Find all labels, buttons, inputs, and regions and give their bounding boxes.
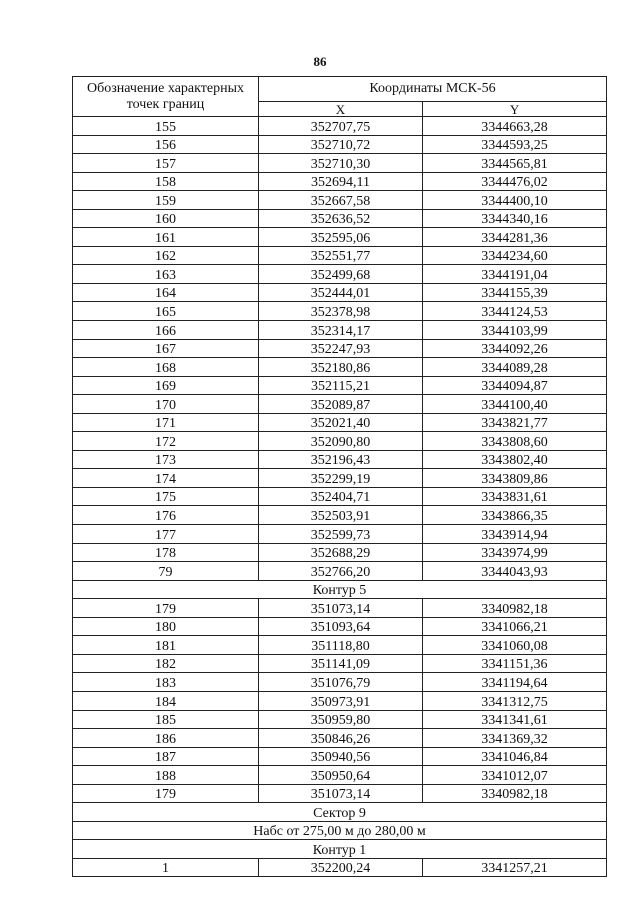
y-coordinate-cell: 3344476,02 <box>423 172 607 191</box>
y-coordinate-cell: 3341369,32 <box>423 729 607 748</box>
table-row <box>73 858 607 877</box>
point-id-cell: 173 <box>73 450 259 469</box>
point-id-cell: 161 <box>73 228 259 247</box>
section-label: Набс от 275,00 м до 280,00 м <box>73 821 607 840</box>
y-coordinate-cell: 3340982,18 <box>423 599 607 618</box>
y-coordinate-cell: 3341194,64 <box>423 673 607 692</box>
y-coordinate-cell: 3343831,61 <box>423 487 607 506</box>
y-coordinate-cell: 3343866,35 <box>423 506 607 525</box>
x-coordinate-cell: 350846,26 <box>259 729 423 748</box>
y-coordinate-cell: 3344043,93 <box>423 562 607 581</box>
y-coordinate-cell: 3343914,94 <box>423 525 607 544</box>
x-coordinate-cell: 352694,11 <box>259 172 423 191</box>
y-coordinate-cell: 3343808,60 <box>423 432 607 451</box>
x-coordinate-cell: 351141,09 <box>259 654 423 673</box>
table-row <box>73 543 607 562</box>
table-row <box>73 432 607 451</box>
point-id-cell: 181 <box>73 636 259 655</box>
x-coordinate-cell: 352766,20 <box>259 562 423 581</box>
table-row <box>73 784 607 803</box>
point-id-cell: 168 <box>73 358 259 377</box>
x-coordinate-cell: 351073,14 <box>259 784 423 803</box>
x-coordinate-cell: 352314,17 <box>259 321 423 340</box>
table-row <box>73 191 607 210</box>
x-coordinate-cell: 352551,77 <box>259 246 423 265</box>
table-row <box>73 450 607 469</box>
y-coordinate-cell: 3344155,39 <box>423 283 607 302</box>
point-id-cell: 165 <box>73 302 259 321</box>
x-coordinate-cell: 352595,06 <box>259 228 423 247</box>
y-coordinate-cell: 3344234,60 <box>423 246 607 265</box>
y-coordinate-cell: 3344400,10 <box>423 191 607 210</box>
point-id-cell: 79 <box>73 562 259 581</box>
y-coordinate-cell: 3344281,36 <box>423 228 607 247</box>
table-body <box>73 117 607 877</box>
point-id-cell: 182 <box>73 654 259 673</box>
table-row <box>73 228 607 247</box>
y-coordinate-cell: 3341151,36 <box>423 654 607 673</box>
x-coordinate-cell: 350940,56 <box>259 747 423 766</box>
x-coordinate-cell: 352688,29 <box>259 543 423 562</box>
table-row <box>73 654 607 673</box>
section-label: Контур 1 <box>73 840 607 859</box>
y-coordinate-cell: 3344340,16 <box>423 209 607 228</box>
table-row <box>73 617 607 636</box>
x-coordinate-cell: 352090,80 <box>259 432 423 451</box>
table-row <box>73 339 607 358</box>
x-coordinate-cell: 352707,75 <box>259 117 423 136</box>
section-label: Контур 5 <box>73 580 607 599</box>
table-row <box>73 469 607 488</box>
point-id-cell: 166 <box>73 321 259 340</box>
table-row <box>73 321 607 340</box>
point-id-cell: 1 <box>73 858 259 877</box>
table-row <box>73 525 607 544</box>
table-row <box>73 506 607 525</box>
point-id-cell: 170 <box>73 395 259 414</box>
y-coordinate-cell: 3344565,81 <box>423 154 607 173</box>
point-id-cell: 169 <box>73 376 259 395</box>
table-row <box>73 729 607 748</box>
table-row <box>73 358 607 377</box>
point-id-cell: 184 <box>73 691 259 710</box>
table-row <box>73 636 607 655</box>
table-row <box>73 246 607 265</box>
x-coordinate-cell: 352444,01 <box>259 283 423 302</box>
point-id-cell: 156 <box>73 135 259 154</box>
x-coordinate-cell: 352021,40 <box>259 413 423 432</box>
y-coordinate-cell: 3343809,86 <box>423 469 607 488</box>
x-coordinate-cell: 352499,68 <box>259 265 423 284</box>
point-id-cell: 164 <box>73 283 259 302</box>
table-row <box>73 766 607 785</box>
table-row <box>73 172 607 191</box>
x-column-header: X <box>259 102 423 117</box>
y-coordinate-cell: 3344593,25 <box>423 135 607 154</box>
y-coordinate-cell: 3341046,84 <box>423 747 607 766</box>
y-coordinate-cell: 3344124,53 <box>423 302 607 321</box>
section-row <box>73 580 607 599</box>
x-coordinate-cell: 352115,21 <box>259 376 423 395</box>
table-row <box>73 135 607 154</box>
table-row <box>73 117 607 136</box>
x-coordinate-cell: 352503,91 <box>259 506 423 525</box>
page-number: 86 <box>313 54 327 69</box>
table-row <box>73 209 607 228</box>
x-coordinate-cell: 352299,19 <box>259 469 423 488</box>
x-coordinate-cell: 352247,93 <box>259 339 423 358</box>
point-designation-header: Обозначение характерных точек границ <box>73 77 259 117</box>
table-row <box>73 673 607 692</box>
x-coordinate-cell: 350959,80 <box>259 710 423 729</box>
x-coordinate-cell: 352089,87 <box>259 395 423 414</box>
section-row <box>73 840 607 859</box>
y-coordinate-cell: 3344092,26 <box>423 339 607 358</box>
point-id-cell: 180 <box>73 617 259 636</box>
table-row <box>73 376 607 395</box>
point-id-cell: 158 <box>73 172 259 191</box>
point-id-cell: 179 <box>73 784 259 803</box>
y-coordinate-cell: 3341060,08 <box>423 636 607 655</box>
x-coordinate-cell: 351093,64 <box>259 617 423 636</box>
x-coordinate-cell: 352667,58 <box>259 191 423 210</box>
y-coordinate-cell: 3343821,77 <box>423 413 607 432</box>
x-coordinate-cell: 352636,52 <box>259 209 423 228</box>
x-coordinate-cell: 351073,14 <box>259 599 423 618</box>
point-id-cell: 185 <box>73 710 259 729</box>
y-coordinate-cell: 3344103,99 <box>423 321 607 340</box>
y-coordinate-cell: 3341066,21 <box>423 617 607 636</box>
point-id-cell: 179 <box>73 599 259 618</box>
point-id-cell: 171 <box>73 413 259 432</box>
table-row <box>73 395 607 414</box>
table-row <box>73 154 607 173</box>
y-coordinate-cell: 3343974,99 <box>423 543 607 562</box>
point-id-cell: 157 <box>73 154 259 173</box>
point-id-cell: 187 <box>73 747 259 766</box>
table-row <box>73 283 607 302</box>
point-id-cell: 183 <box>73 673 259 692</box>
y-coordinate-cell: 3341012,07 <box>423 766 607 785</box>
point-id-cell: 188 <box>73 766 259 785</box>
y-coordinate-cell: 3344089,28 <box>423 358 607 377</box>
section-label: Сектор 9 <box>73 803 607 822</box>
x-coordinate-cell: 352710,72 <box>259 135 423 154</box>
y-coordinate-cell: 3344663,28 <box>423 117 607 136</box>
x-coordinate-cell: 351118,80 <box>259 636 423 655</box>
point-id-cell: 167 <box>73 339 259 358</box>
point-id-cell: 176 <box>73 506 259 525</box>
table-row <box>73 747 607 766</box>
x-coordinate-cell: 352404,71 <box>259 487 423 506</box>
point-id-cell: 174 <box>73 469 259 488</box>
point-id-cell: 172 <box>73 432 259 451</box>
point-id-cell: 159 <box>73 191 259 210</box>
section-row <box>73 821 607 840</box>
point-id-cell: 163 <box>73 265 259 284</box>
table-row <box>73 302 607 321</box>
table-row <box>73 265 607 284</box>
x-coordinate-cell: 350950,64 <box>259 766 423 785</box>
point-id-cell: 162 <box>73 246 259 265</box>
x-coordinate-cell: 352710,30 <box>259 154 423 173</box>
point-id-cell: 175 <box>73 487 259 506</box>
coordinates-table <box>72 76 607 877</box>
y-column-header: Y <box>423 102 607 117</box>
y-coordinate-cell: 3344100,40 <box>423 395 607 414</box>
point-id-cell: 186 <box>73 729 259 748</box>
y-coordinate-cell: 3340982,18 <box>423 784 607 803</box>
x-coordinate-cell: 350973,91 <box>259 691 423 710</box>
table-row <box>73 487 607 506</box>
y-coordinate-cell: 3341312,75 <box>423 691 607 710</box>
table-row <box>73 691 607 710</box>
x-coordinate-cell: 352200,24 <box>259 858 423 877</box>
x-coordinate-cell: 352378,98 <box>259 302 423 321</box>
y-coordinate-cell: 3341341,61 <box>423 710 607 729</box>
coordinate-system-header: Координаты МСК-56 <box>259 77 607 102</box>
y-coordinate-cell: 3344191,04 <box>423 265 607 284</box>
point-id-cell: 160 <box>73 209 259 228</box>
x-coordinate-cell: 352599,73 <box>259 525 423 544</box>
table-row <box>73 710 607 729</box>
table-row <box>73 413 607 432</box>
point-id-cell: 177 <box>73 525 259 544</box>
point-id-cell: 155 <box>73 117 259 136</box>
y-coordinate-cell: 3341257,21 <box>423 858 607 877</box>
table-row <box>73 562 607 581</box>
x-coordinate-cell: 352196,43 <box>259 450 423 469</box>
y-coordinate-cell: 3343802,40 <box>423 450 607 469</box>
y-coordinate-cell: 3344094,87 <box>423 376 607 395</box>
table-row <box>73 599 607 618</box>
x-coordinate-cell: 352180,86 <box>259 358 423 377</box>
section-row <box>73 803 607 822</box>
point-id-cell: 178 <box>73 543 259 562</box>
x-coordinate-cell: 351076,79 <box>259 673 423 692</box>
